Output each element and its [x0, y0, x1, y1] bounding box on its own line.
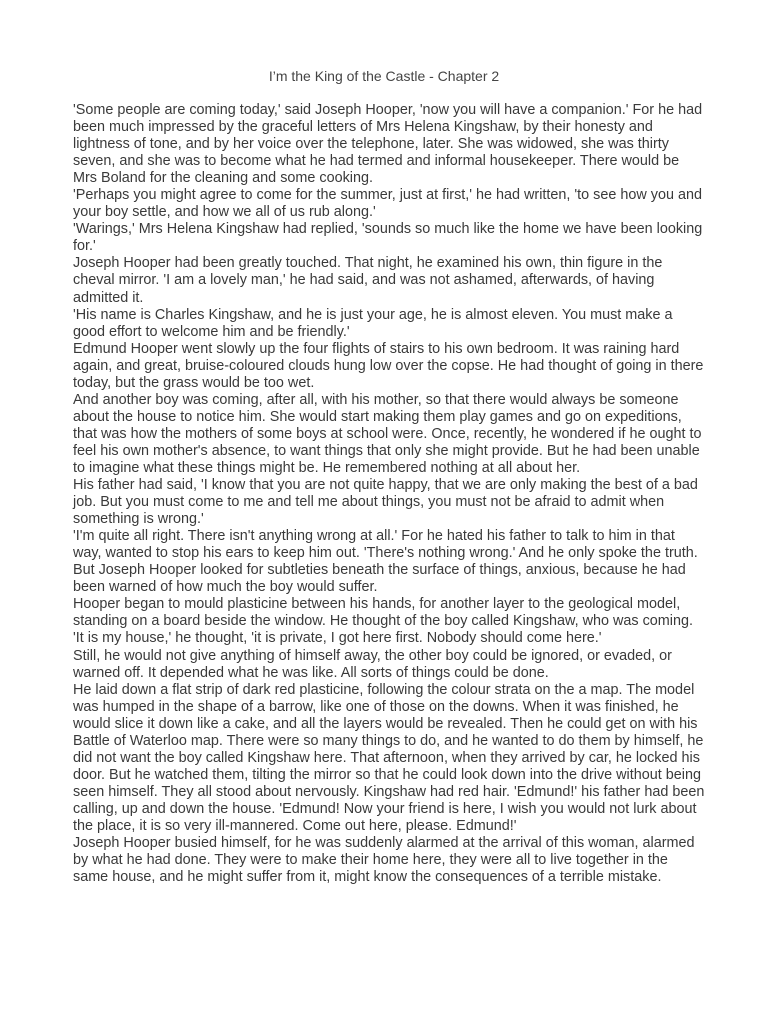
paragraph: He laid down a flat strip of dark red plasticine, following the colour strata on the a map. The model was humped in the shape of a barrow, like one of those on the downs. When it was finished, he would slice it down like a cake, and all the layers would be revealed. Then he could get on with his Battle of Waterloo map. There were so many things to do, and he wanted to do them by himself, he did not want the boy called Kingshaw here. That afternoon, when they arrived by car, he locked his door. But he watched them, tilting the mirror so that he could look down into the drive without being seen himself. They all stood about nervously. Kingshaw had red hair. 'Edmund!' his father had been calling, up and down the house. 'Edmund! Now your friend is here, I wish you would not lurk about the place, it is so very ill-mannered. Come out here, please. Edmund!': [73, 681, 705, 834]
paragraph: His father had said, 'I know that you are not quite happy, that we are only making the best of a bad job. But you must come to me and tell me about things, you must not be afraid to admit when something is wrong.': [73, 477, 698, 528]
paragraph: 'His name is Charles Kingshaw, and he is just your age, he is almost eleven. You must make a good effort to welcome him and be friendly.': [73, 306, 673, 340]
paragraph: 'Warings,' Mrs Helena Kingshaw had replied, 'sounds so much like the home we have been looking for.': [73, 221, 703, 255]
paragraph: 'It is my house,' he thought, 'it is private, I got here first. Nobody should come here.': [73, 630, 602, 647]
paragraph: 'Some people are coming today,' said Joseph Hooper, 'now you will have a companion.' For he had been much impressed by the graceful letters of Mrs Helena Kingshaw, by their honesty and lightness of tone, and by her voice over the telephone, later. She was widowed, she was thirty seven, and she was to become what he had termed and informal housekeeper. There would be Mrs Boland for the cleaning and some cooking.: [73, 102, 703, 187]
paragraph: 'I'm quite all right. There isn't anything wrong at all.' For he hated his father to talk to him in that way, wanted to stop his ears to keep him out. 'There's nothing wrong.' And he only spoke the truth. But Joseph Hooper looked for subtleties beneath the surface of things, anxious, because he had been warned of how much the boy would suffer.: [73, 528, 698, 596]
paragraph: Joseph Hooper busied himself, for he was suddenly alarmed at the arrival of this woman, alarmed by what he had done. They were to make their home here, they were all to live together in the same house, and he might suffer from it, might know the consequences of a terrible mistake.: [73, 835, 695, 886]
chapter-title: I’m the King of the Castle - Chapter 2: [268, 68, 500, 84]
paragraph: Joseph Hooper had been greatly touched. That night, he examined his own, thin figure in the cheval mirror. 'I am a lovely man,' he had said, and was not ashamed, afterwards, of having admitted it.: [73, 255, 663, 306]
paragraph: Still, he would not give anything of himself away, the other boy could be ignored, or evaded, or warned off. It depended what he was like. All sorts of things could be done.: [73, 647, 672, 681]
paragraph: 'Perhaps you might agree to come for the summer, just at first,' he had written, 'to see how you and your boy settle, and how we all of us rub along.': [73, 187, 702, 221]
paragraph: Edmund Hooper went slowly up the four flights of stairs to his own bedroom. It was raining hard again, and great, bruise-coloured clouds hung low over the copse. He had thought of going in there today, but the grass would be too wet.: [73, 340, 704, 391]
paragraph: Hooper began to mould plasticine between his hands, for another layer to the geological model, standing on a board beside the window. He thought of the boy called Kingshaw, who was coming.: [73, 596, 693, 630]
chapter-body: [73, 102, 705, 886]
paragraph: And another boy was coming, after all, with his mother, so that there would always be someone about the house to notice him. She would start making them play games and go on expeditions, that was how the mothers of some boys at school were. Once, recently, he wondered if he ought to feel his own mother's absence, to want things that only she might provide. But he had been unable to imagine what these things might be. He remembered nothing at all about her.: [73, 391, 702, 476]
